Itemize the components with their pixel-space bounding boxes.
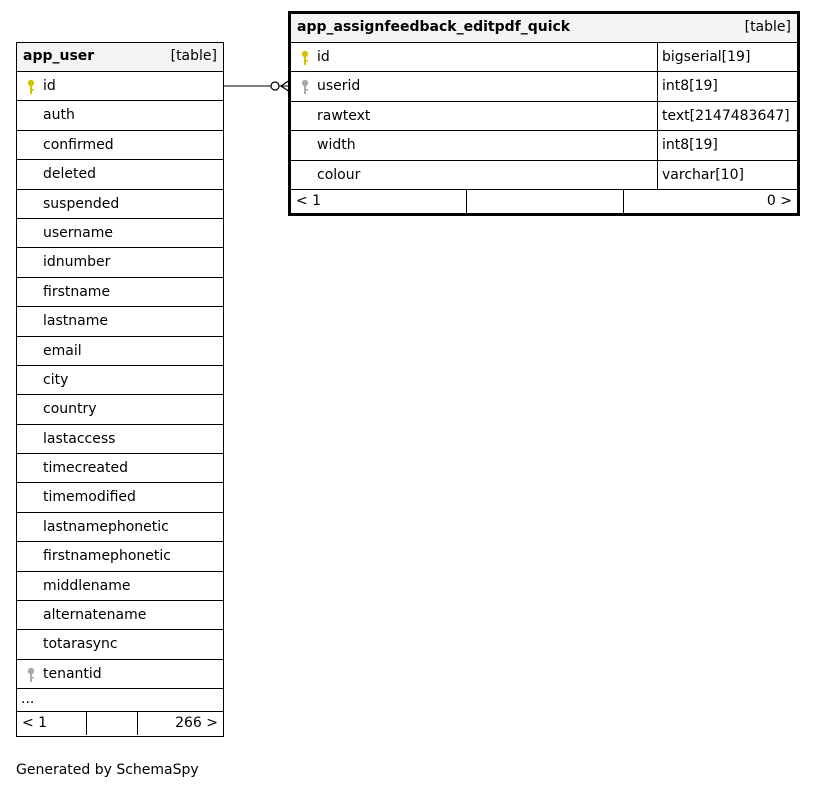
column-name: email	[43, 342, 82, 359]
column-name: alternatename	[43, 607, 147, 624]
column-name: firstnamephonetic	[43, 548, 171, 565]
column-name: id	[43, 78, 56, 94]
column-type: varchar[10]	[657, 161, 744, 189]
column-row-timecreated[interactable]	[17, 454, 223, 483]
column-name: id	[317, 49, 330, 65]
column-row-username[interactable]	[17, 219, 223, 248]
column-row-city[interactable]	[17, 366, 223, 395]
primary-key-icon	[25, 79, 37, 95]
parent-count[interactable]: < 1	[296, 192, 322, 209]
child-count[interactable]: 0 >	[766, 192, 792, 209]
table-kind: [table]	[170, 48, 217, 64]
child-count[interactable]: 266 >	[175, 715, 218, 732]
foreign-key-icon	[25, 667, 37, 683]
column-row-totarasync[interactable]	[17, 630, 223, 659]
column-name: userid	[317, 78, 361, 95]
column-name: suspended	[43, 195, 120, 212]
column-row-country[interactable]	[17, 395, 223, 424]
table-footer	[291, 190, 797, 213]
column-name: firstname	[43, 283, 111, 300]
column-type: int8[19]	[657, 131, 718, 159]
column-name: rawtext	[317, 107, 371, 124]
column-name: totarasync	[43, 636, 118, 653]
column-row-deleted[interactable]	[17, 160, 223, 189]
column-name: country	[43, 401, 97, 418]
column-row-middlename[interactable]	[17, 572, 223, 601]
table-header[interactable]	[291, 14, 797, 43]
column-name: deleted	[43, 166, 96, 183]
table-kind: [table]	[744, 19, 791, 35]
column-row-suspended[interactable]	[17, 190, 223, 219]
column-row-id[interactable]	[17, 72, 223, 101]
table-name: app_user	[23, 48, 95, 64]
app-assignfeedback-editpdf-quick-table[interactable]	[288, 11, 800, 216]
primary-key-icon	[299, 50, 311, 66]
column-row-firstname[interactable]	[17, 278, 223, 307]
column-name: timemodified	[43, 489, 136, 506]
column-row-tenantid[interactable]	[17, 660, 223, 689]
column-name: lastnamephonetic	[43, 518, 169, 535]
more-columns-ellipsis: ...	[17, 689, 223, 712]
column-row-idnumber[interactable]	[17, 248, 223, 277]
column-row-alternatename[interactable]	[17, 601, 223, 630]
column-type: int8[19]	[657, 72, 718, 100]
column-name: city	[43, 371, 69, 388]
column-row-rawtext[interactable]	[291, 102, 797, 131]
column-row-lastnamephonetic[interactable]	[17, 513, 223, 542]
table-name: app_assignfeedback_editpdf_quick	[297, 19, 571, 35]
column-row-lastname[interactable]	[17, 307, 223, 336]
column-type: bigserial[19]	[657, 43, 750, 71]
column-row-email[interactable]	[17, 337, 223, 366]
column-name: auth	[43, 107, 75, 124]
column-row-userid[interactable]	[291, 72, 797, 101]
column-name: lastname	[43, 313, 108, 330]
column-row-auth[interactable]	[17, 101, 223, 130]
generator-credit: Generated by SchemaSpy	[16, 762, 199, 778]
column-name: tenantid	[43, 665, 102, 682]
column-row-id[interactable]	[291, 43, 797, 72]
table-header[interactable]	[17, 43, 223, 72]
app-user-table[interactable]	[16, 42, 224, 737]
table-footer	[17, 712, 223, 735]
foreign-key-icon	[299, 79, 311, 95]
column-row-confirmed[interactable]	[17, 131, 223, 160]
column-name: middlename	[43, 577, 131, 594]
column-name: idnumber	[43, 254, 111, 271]
column-name: lastaccess	[43, 430, 116, 447]
column-name: colour	[317, 166, 361, 183]
column-row-timemodified[interactable]	[17, 483, 223, 512]
column-name: username	[43, 224, 113, 241]
parent-count[interactable]: < 1	[22, 715, 48, 732]
column-row-lastaccess[interactable]	[17, 425, 223, 454]
column-row-width[interactable]	[291, 131, 797, 160]
column-name: timecreated	[43, 460, 128, 477]
column-row-colour[interactable]	[291, 161, 797, 190]
column-name: width	[317, 137, 356, 154]
column-row-firstnamephonetic[interactable]	[17, 542, 223, 571]
column-name: confirmed	[43, 136, 114, 153]
column-type: text[2147483647]	[657, 102, 790, 130]
